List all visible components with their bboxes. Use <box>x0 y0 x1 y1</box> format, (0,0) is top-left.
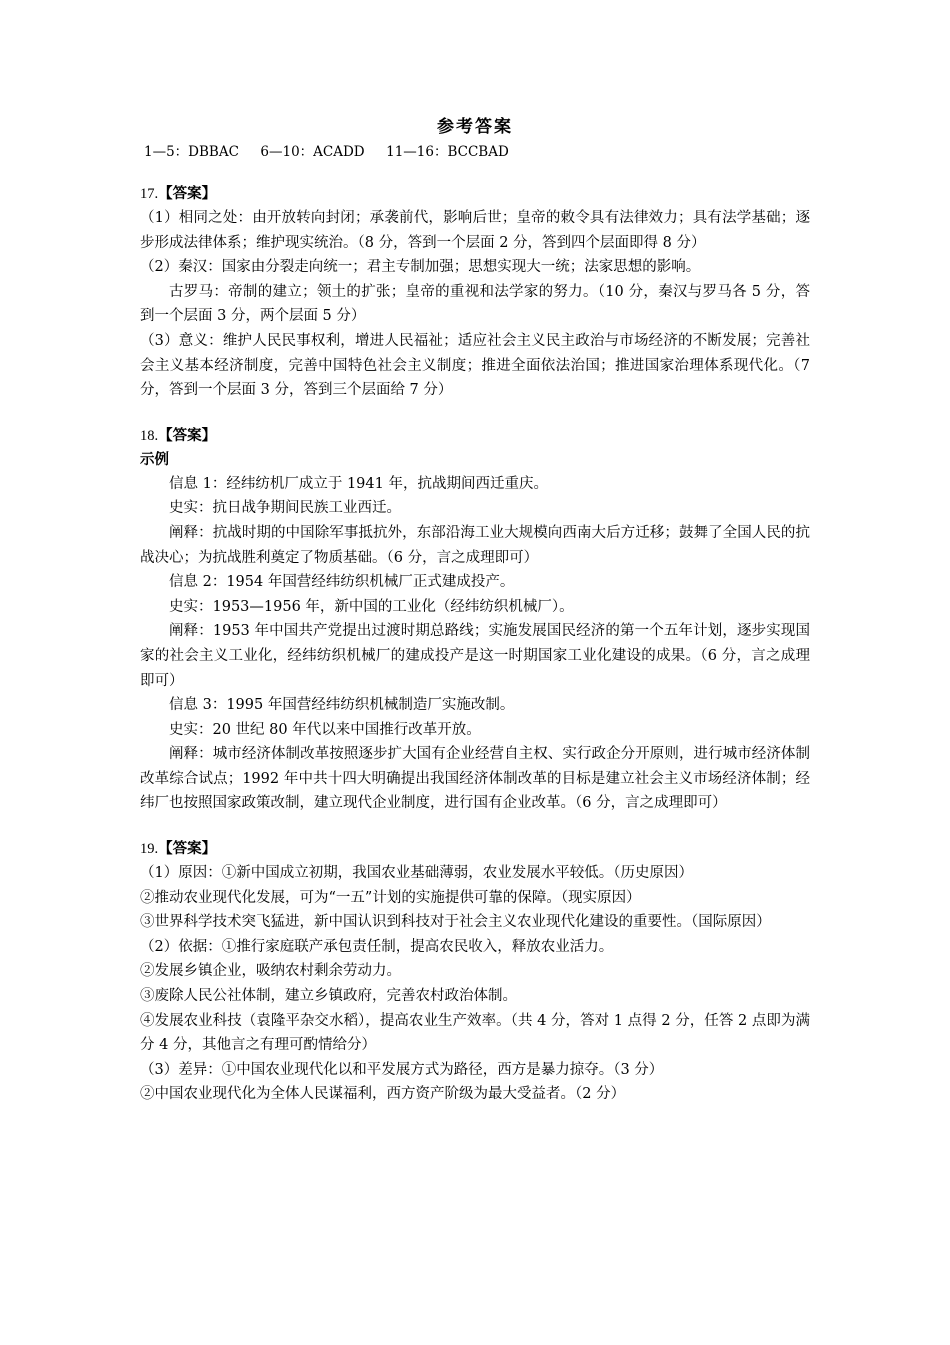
q17-part-3: （3）意义：维护人民民事权利，增进人民福祉；适应社会主义民主政治与市场经济的不断发展；完善社会主义基本经济制度，完善中国特色社会主义制度；推进全面依法治国；推进国家治理体系现代化。（7 分，答到一个层面 3 分，答到三个层面给 7 分） <box>140 332 810 399</box>
q19-part-1-reason-1: （1）原因：①新中国成立初期，我国农业基础薄弱，农业发展水平较低。（历史原因） <box>140 865 693 882</box>
q19-part-2-basis-2: ②发展乡镇企业，吸纳农村剩余劳动力。 <box>140 963 401 980</box>
question-17-section <box>140 182 810 403</box>
q18-fact-2: 史实：1953—1956 年，新中国的工业化（经纬纺织机械厂）。 <box>169 598 574 615</box>
q18-explanation-3: 阐释：城市经济体制改革按照逐步扩大国有企业经营自主权、实行政企分开原则，进行城市经济体制改革综合试点；1992 年中共十四大明确提出我国经济体制改革的目标是建立社会主义市场经济体制；经纬厂也按照国家政策改制，建立现代企业制度，进行国有企业改革。（6 分，言之成理即可） <box>140 746 810 812</box>
q19-part-2-basis-1: （2）依据：①推行家庭联产承包责任制，提高农民收入，释放农业活力。 <box>140 938 614 955</box>
q18-info-2: 信息 2：1954 年国营经纬纺织机械厂正式建成投产。 <box>169 574 515 591</box>
q19-part-1-reason-2: ②推动农业现代化发展，可为“一五”计划的实施提供可靠的保障。（现实原因） <box>140 889 641 906</box>
question-number: 17. <box>140 186 159 202</box>
question-17-heading <box>140 182 810 206</box>
question-19-section <box>140 837 810 1107</box>
question-18-section <box>140 424 810 816</box>
answer-key-group-1: 1—5：DBBAC <box>144 144 239 160</box>
q18-explanation-2: 阐释：1953 年中国共产党提出过渡时期总路线；实施发展国民经济的第一个五年计划，逐步实现国家的社会主义工业化，经纬纺织机械厂的建成投产是这一时期国家工业化建设的成果。（6 分，言之成理即可） <box>140 623 810 689</box>
q19-part-3-difference-2: ②中国农业现代化为全体人民谋福利，西方资产阶级为最大受益者。（2 分） <box>140 1086 626 1103</box>
q17-part-2-rome: 古罗马：帝制的建立；领土的扩张；皇帝的重视和法学家的努力。（10 分，秦汉与罗马各 5 分，答到一个层面 3 分，两个层面 5 分） <box>140 283 810 325</box>
q19-part-1-reason-3: ③世界科学技术突飞猛进，新中国认识到科技对于社会主义农业现代化建设的重要性。（国际原因） <box>140 914 771 931</box>
answer-tag: 【答案】 <box>158 426 217 444</box>
q17-part-1: （1）相同之处：由开放转向封闭；承袭前代，影响后世；皇帝的敕令具有法律效力；具有法学基础；逐步形成法律体系；维护现实统治。（8 分，答到一个层面 2 分，答到四个层面即得 8 分） <box>140 210 810 251</box>
answer-tag: 【答案】 <box>158 185 217 202</box>
q19-part-2-basis-4: ④发展农业科技（袁隆平杂交水稻），提高农业生产效率。（共 4 分，答对 1 点得 2 分，任答 2 点即为满分 4 分，其他言之有理可酌情给分） <box>140 1012 810 1054</box>
answer-tag: 【答案】 <box>158 840 217 858</box>
example-label: 示例 <box>140 450 169 468</box>
answer-key-group-2: 6—10：ACADD <box>260 144 365 160</box>
q17-part-2-qinhan: （2）秦汉：国家由分裂走向统一；君主专制加强；思想实现大一统；法家思想的影响。 <box>140 259 701 276</box>
answer-key-group-3: 11—16：BCCBAD <box>386 144 509 160</box>
question-18-heading <box>140 424 810 448</box>
q18-info-1: 信息 1：经纬纺机厂成立于 1941 年，抗战期间西迁重庆。 <box>169 475 548 492</box>
q18-fact-3: 史实：20 世纪 80 年代以来中国推行改革开放。 <box>169 721 481 738</box>
question-number: 18. <box>140 427 159 444</box>
q19-part-2-basis-3: ③废除人民公社体制，建立乡镇政府，完善农村政治体制。 <box>140 988 517 1005</box>
page-title: 参考答案 <box>437 117 513 137</box>
q18-fact-1: 史实：抗日战争期间民族工业西迁。 <box>169 500 401 517</box>
multiple-choice-answer-key <box>144 142 810 162</box>
q19-part-3-difference-1: （3）差异：①中国农业现代化以和平发展方式为路径，西方是暴力掠夺。（3 分） <box>140 1061 664 1078</box>
q18-explanation-1: 阐释：抗战时期的中国除军事抵抗外，东部沿海工业大规模向西南大后方迁移；鼓舞了全国人民的抗战决心；为抗战胜利奠定了物质基础。（6 分，言之成理即可） <box>140 524 810 566</box>
question-number: 19. <box>140 841 159 858</box>
q18-info-3: 信息 3：1995 年国营经纬纺织机械制造厂实施改制。 <box>169 697 515 714</box>
question-19-heading <box>140 837 810 861</box>
